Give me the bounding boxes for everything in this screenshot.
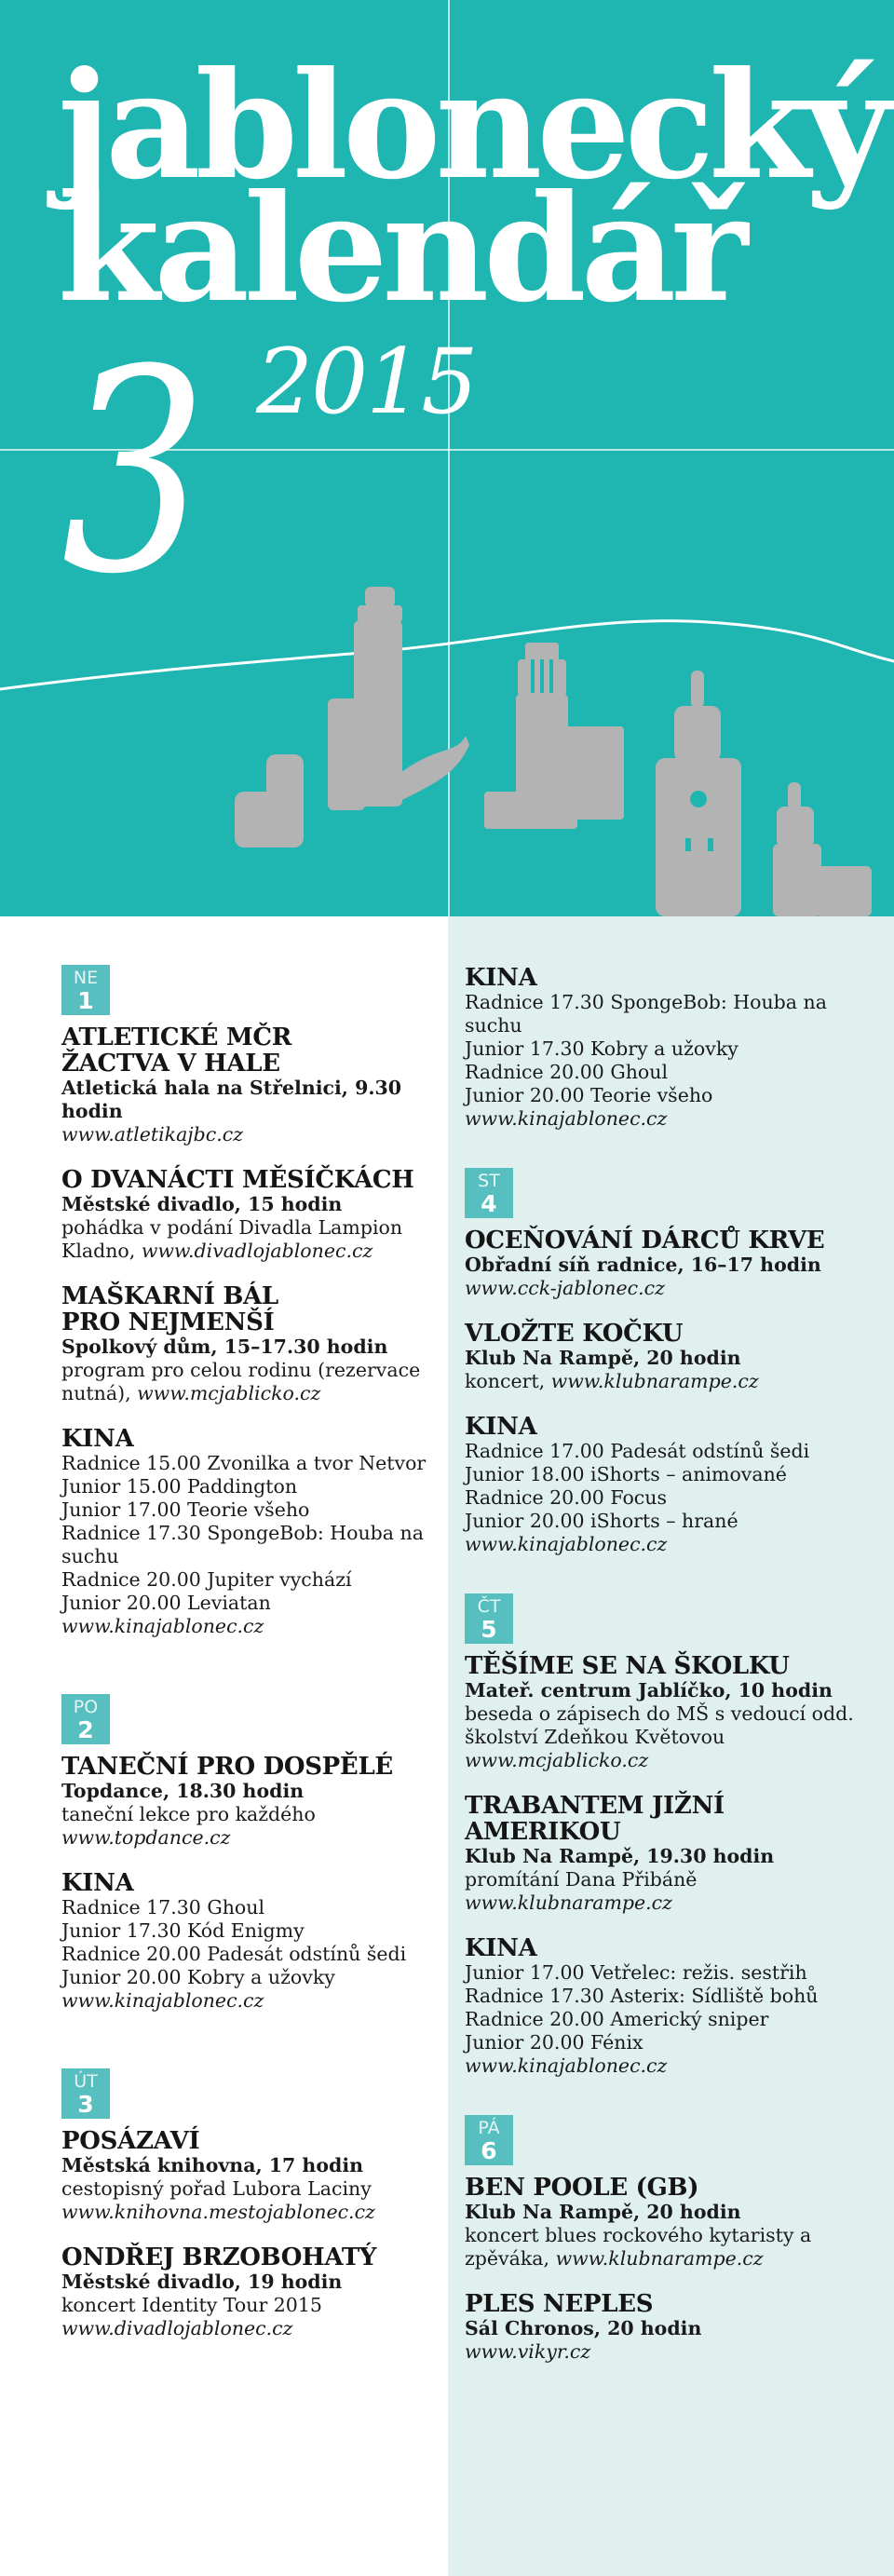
day-number: 6: [481, 2137, 497, 2164]
event-item: [61, 1167, 439, 1263]
event-description-text: koncert,: [465, 1370, 546, 1392]
calendar-header: [0, 0, 894, 916]
screening-line: Junior 17.30 Kód Enigmy: [61, 1919, 305, 1942]
event-venue: Městské divadlo, 19 hodin: [61, 2271, 343, 2293]
event-item: [465, 1321, 874, 1393]
event-link[interactable]: www.kinajablonec.cz: [61, 1989, 264, 2012]
left-column: [61, 965, 439, 2361]
screening-line: Junior 20.00 Teorie všeho: [465, 1084, 713, 1106]
event-title: KINA: [61, 1869, 134, 1897]
day-badge: [61, 2068, 110, 2119]
event-title: OCEŇOVÁNÍ DÁRCŮ KRVE: [465, 1227, 825, 1254]
event-title: KINA: [61, 1425, 134, 1453]
event-title: O DVANÁCTI MĚSÍČKÁCH: [61, 1166, 414, 1194]
day-number: 1: [77, 987, 94, 1014]
event-title: TANEČNÍ PRO DOSPĚLÉ: [61, 1753, 393, 1781]
event-title: VLOŽTE KOČKU: [465, 1320, 684, 1348]
screening-line: Radnice 17.30 Asterix: Sídliště bohů: [465, 1985, 819, 2007]
day-section-3: [61, 2068, 439, 2340]
event-venue: Klub Na Rampě, 20 hodin: [465, 1347, 741, 1369]
event-description: koncert Identity Tour 2015: [61, 2294, 322, 2316]
right-column: [465, 965, 874, 2384]
event-link[interactable]: www.klubnarampe.cz: [555, 2247, 764, 2270]
screening-line: Radnice 17.30 SpongeBob: Houba na suchu: [61, 1522, 424, 1567]
event-title: ATLETICKÉ MČR ŽACTVA V HALE: [61, 1024, 292, 1078]
screening-line: Radnice 20.00 Padesát odstínů šedi: [61, 1943, 407, 1965]
event-link[interactable]: www.cck-jablonec.cz: [465, 1277, 665, 1299]
event-title: PLES NEPLES: [465, 2290, 654, 2318]
screening-line: Junior 20.00 Leviatan: [61, 1592, 271, 1614]
screening-line: Junior 15.00 Paddington: [61, 1475, 298, 1498]
event-link[interactable]: www.mcjablicko.cz: [465, 1749, 649, 1771]
event-item: [465, 1653, 874, 1772]
event-venue: Městské divadlo, 15 hodin: [61, 1193, 343, 1215]
event-item: [61, 2244, 439, 2340]
event-link[interactable]: www.klubnarampe.cz: [550, 1370, 759, 1392]
event-description: taneční lekce pro každého: [61, 1803, 316, 1825]
event-item: [465, 1227, 874, 1300]
screening-line: Junior 17.30 Kobry a užovky: [465, 1037, 738, 1060]
event-description-text: program pro celou rodinu (rezervace nutná),: [61, 1359, 421, 1404]
event-description: [465, 1370, 874, 1393]
cinema-event: [61, 1870, 439, 2013]
screening-line: Radnice 17.30 Ghoul: [61, 1896, 265, 1918]
screening-line: Radnice 20.00 Focus: [465, 1486, 667, 1509]
day-name: ÚT: [74, 2071, 98, 2092]
screening-line: Junior 18.00 iShorts – animované: [465, 1463, 787, 1485]
event-title: TĚŠÍME SE NA ŠKOLKU: [465, 1652, 790, 1680]
event-description: [61, 1216, 439, 1263]
event-link[interactable]: www.atletikajbc.cz: [61, 1123, 244, 1146]
event-venue: Městská knihovna, 17 hodin: [61, 2154, 364, 2176]
screening-line: Radnice 20.00 Americký sniper: [465, 2008, 769, 2030]
event-link[interactable]: www.kinajablonec.cz: [465, 1107, 668, 1130]
event-title: POSÁZAVÍ: [61, 2127, 200, 2155]
event-link[interactable]: www.topdance.cz: [61, 1826, 231, 1849]
event-link[interactable]: www.kinajablonec.cz: [465, 1533, 668, 1555]
event-title: TRABANTEM JIŽNÍ AMERIKOU: [465, 1792, 725, 1846]
event-description: [465, 2224, 874, 2271]
screening-line: Junior 20.00 iShorts – hrané: [465, 1510, 738, 1532]
day-section-1: [61, 965, 439, 1638]
screening-line: Junior 20.00 Kobry a užovky: [61, 1966, 335, 1988]
cinema-event: [465, 1414, 874, 1556]
day-name: ST: [478, 1171, 500, 1191]
day-section-5: [465, 1593, 874, 2078]
event-link[interactable]: www.kinajablonec.cz: [61, 1615, 264, 1637]
day-name: ČT: [477, 1596, 501, 1617]
skyline-buildings: [235, 587, 872, 916]
day-number: 3: [77, 2091, 94, 2118]
event-title: BEN POOLE (GB): [465, 2174, 699, 2202]
cinema-event: [465, 1935, 874, 2078]
event-title: ONDŘEJ BRZOBOHATÝ: [61, 2244, 377, 2271]
day-badge: [465, 2115, 513, 2165]
day-name: PO: [73, 1697, 99, 1717]
event-title: KINA: [465, 1413, 537, 1441]
event-link[interactable]: www.vikyr.cz: [465, 2340, 591, 2363]
event-title: KINA: [465, 964, 537, 992]
screening-line: Radnice 20.00 Ghoul: [465, 1061, 669, 1083]
event-item: [61, 1024, 439, 1146]
cinema-event: [465, 965, 874, 1131]
event-link[interactable]: www.divadlojablonec.cz: [141, 1240, 373, 1262]
event-link[interactable]: www.mcjablicko.cz: [137, 1382, 321, 1404]
event-item: [61, 2128, 439, 2224]
event-venue: Obřadní síň radnice, 16–17 hodin: [465, 1254, 821, 1276]
event-item: [465, 1793, 874, 1915]
event-description: [61, 1359, 439, 1405]
event-item: [61, 1283, 439, 1405]
event-venue: Klub Na Rampě, 19.30 hodin: [465, 1845, 775, 1867]
day-number: 2: [77, 1716, 94, 1743]
event-venue: Klub Na Rampě, 20 hodin: [465, 2201, 741, 2223]
screening-line: Radnice 15.00 Zvonilka a tvor Netvor: [61, 1452, 427, 1474]
event-venue: Topdance, 18.30 hodin: [61, 1780, 305, 1802]
town-skyline-illustration: [0, 559, 894, 916]
year-label: 2015: [256, 330, 477, 434]
event-description-text: pohádka v podání Divadla Lampion Kladno,: [61, 1216, 403, 1262]
screening-line: Junior 20.00 Fénix: [465, 2031, 643, 2054]
day-section-6: [465, 2115, 874, 2364]
cinema-event: [61, 1426, 439, 1638]
day-name: PÁ: [478, 2118, 500, 2138]
day-section-2: [61, 1694, 439, 2013]
title-line-1: jablonecký: [58, 40, 886, 212]
event-description: promítání Dana Přibáně: [465, 1868, 698, 1891]
calendar-title: [58, 40, 886, 335]
day-section-4: [465, 1168, 874, 1556]
screening-line: Radnice 20.00 Jupiter vychází: [61, 1568, 352, 1591]
event-description: beseda o zápisech do MŠ s vedoucí odd. školství Zdeňkou Květovou: [465, 1702, 854, 1748]
event-description: cestopisný pořad Lubora Laciny: [61, 2177, 372, 2200]
hill-line: [0, 621, 894, 689]
event-item: [465, 2291, 874, 2364]
event-item: [465, 2175, 874, 2271]
day-number: 4: [481, 1190, 497, 1217]
screening-line: Radnice 17.30 SpongeBob: Houba na suchu: [465, 991, 827, 1037]
event-venue: Atletická hala na Střelnici, 9.30 hodin: [61, 1077, 401, 1122]
day-badge: [61, 965, 110, 1015]
event-link[interactable]: www.knihovna.mestojablonec.cz: [61, 2201, 375, 2223]
event-item: [61, 1754, 439, 1850]
day-number: 5: [481, 1616, 497, 1643]
day-badge: [465, 1593, 513, 1644]
day-badge: [465, 1168, 513, 1218]
event-title: KINA: [465, 1934, 537, 1962]
event-venue: Mateř. centrum Jablíčko, 10 hodin: [465, 1679, 833, 1702]
event-venue: Sál Chronos, 20 hodin: [465, 2317, 702, 2339]
event-link[interactable]: www.klubnarampe.cz: [465, 1891, 672, 1914]
screening-line: Junior 17.00 Teorie všeho: [61, 1498, 310, 1521]
event-link[interactable]: www.kinajablonec.cz: [465, 2054, 668, 2077]
title-line-2: kalendář: [58, 163, 743, 335]
event-link[interactable]: www.divadlojablonec.cz: [61, 2317, 293, 2339]
day-badge: [61, 1694, 110, 1744]
screening-line: Radnice 17.00 Padesát odstínů šedi: [465, 1440, 810, 1462]
screening-line: Junior 17.00 Vetřelec: režis. sestřih: [465, 1961, 807, 1984]
event-title: MAŠKARNÍ BÁL PRO NEJMENŠÍ: [61, 1282, 278, 1336]
day-name: NE: [73, 968, 99, 988]
event-description-text: koncert blues rockového kytaristy a zpěváka,: [465, 2224, 812, 2270]
event-venue: Spolkový dům, 15–17.30 hodin: [61, 1335, 388, 1358]
month-number: 3: [61, 310, 208, 635]
